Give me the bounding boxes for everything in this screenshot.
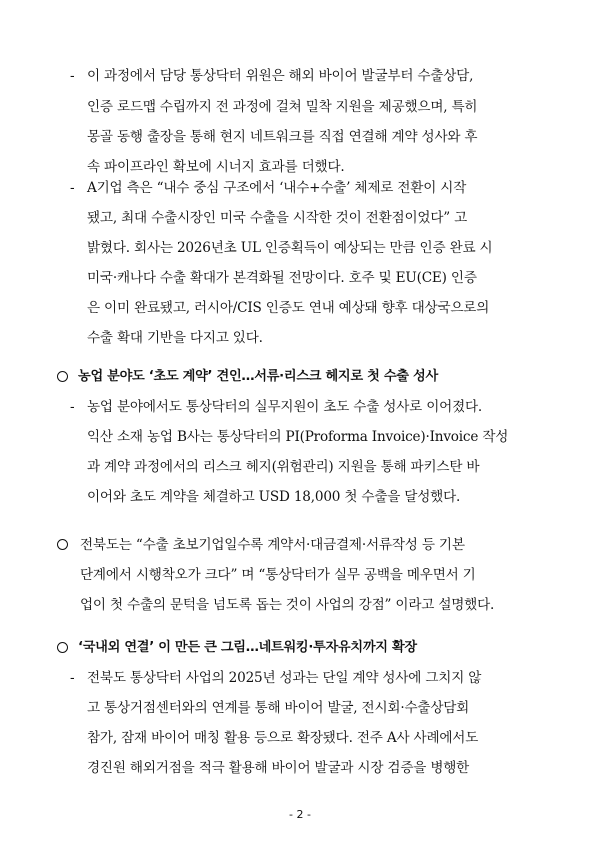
paragraph-line: 참가, 잠재 바이어 매칭 활용 등으로 확장됐다. 전주 A사 사례에서도	[87, 730, 479, 746]
paragraph-line: 전북도 통상닥터 사업의 2025년 성과는 단일 계약 성사에 그치지 않	[87, 670, 482, 686]
paragraph-line: 전북도는 “수출 초보기업일수록 계약서·대금결제·서류작성 등 기본	[80, 537, 465, 553]
paragraph-line: 미국·캐나다 수출 확대가 본격화될 전망이다. 호주 및 EU(CE) 인증	[87, 270, 477, 286]
paragraph-line: 수출 확대 기반을 다지고 있다.	[87, 330, 263, 346]
paragraph-line: 단계에서 시행착오가 크다” 며 “통상닥터가 실무 공백을 메우면서 기	[80, 567, 476, 583]
circle-bullet-icon	[57, 371, 68, 382]
circle-bullet-icon	[57, 642, 68, 653]
section-heading: ‘국내외 연결’ 이 만든 큰 그림…네트워킹·투자유치까지 확장	[78, 640, 417, 655]
paragraph-line: 농업 분야에서도 통상닥터의 실무지원이 초도 수출 성사로 이어졌다.	[87, 399, 483, 415]
paragraph-line: A기업 측은 “내수 중심 구조에서 ‘내수+수출’ 체제로 전환이 시작	[87, 180, 467, 196]
paragraph-line: 됐고, 최대 수출시장인 미국 수출을 시작한 것이 전환점이었다” 고	[87, 210, 468, 226]
paragraph-line: 고 통상거점센터와의 연계를 통해 바이어 발굴, 전시회·수출상담회	[87, 700, 470, 716]
paragraph-line: 속 파이프라인 확보에 시너지 효과를 더했다.	[87, 159, 345, 175]
dash-marker: -	[70, 399, 75, 415]
paragraph-line: 과 계약 과정에서의 리스크 헤지(위험관리) 지원을 통해 파키스탄 바	[87, 459, 480, 475]
paragraph-line: 인증 로드맵 수립까지 전 과정에 걸쳐 밀착 지원을 제공했으며, 특히	[87, 99, 478, 115]
circle-bullet-icon	[57, 539, 68, 550]
paragraph-line: 업이 첫 수출의 문턱을 넘도록 돕는 것이 사업의 강점” 이라고 설명했다.	[80, 597, 495, 613]
page-number: - 2 -	[289, 808, 311, 821]
paragraph-line: 익산 소재 농업 B사는 통상닥터의 PI(Proforma Invoice)·Invoice 작성	[87, 429, 509, 445]
paragraph-line: 은 이미 완료됐고, 러시아/CIS 인증도 연내 예상돼 향후 대상국으로의	[87, 300, 490, 316]
paragraph-line: 이어와 초도 계약을 체결하고 USD 18,000 첫 수출을 달성했다.	[87, 489, 461, 505]
paragraph-line: 이 과정에서 담당 통상닥터 위원은 해외 바이어 발굴부터 수출상담,	[87, 68, 474, 84]
dash-marker: -	[70, 180, 75, 196]
paragraph-line: 몽골 동행 출장을 통해 현지 네트워크를 직접 연결해 계약 성사와 후	[87, 129, 478, 145]
section-heading: 농업 분야도 ‘초도 계약’ 견인…서류·리스크 헤지로 첫 수출 성사	[78, 369, 438, 384]
dash-marker: -	[70, 68, 75, 84]
paragraph-line: 밝혔다. 회사는 2026년초 UL 인증획득이 예상되는 만큼 인증 완료 시	[87, 240, 493, 256]
dash-marker: -	[70, 670, 75, 686]
paragraph-line: 경진원 해외거점을 적극 활용해 바이어 발굴과 시장 검증을 병행한	[87, 760, 470, 776]
